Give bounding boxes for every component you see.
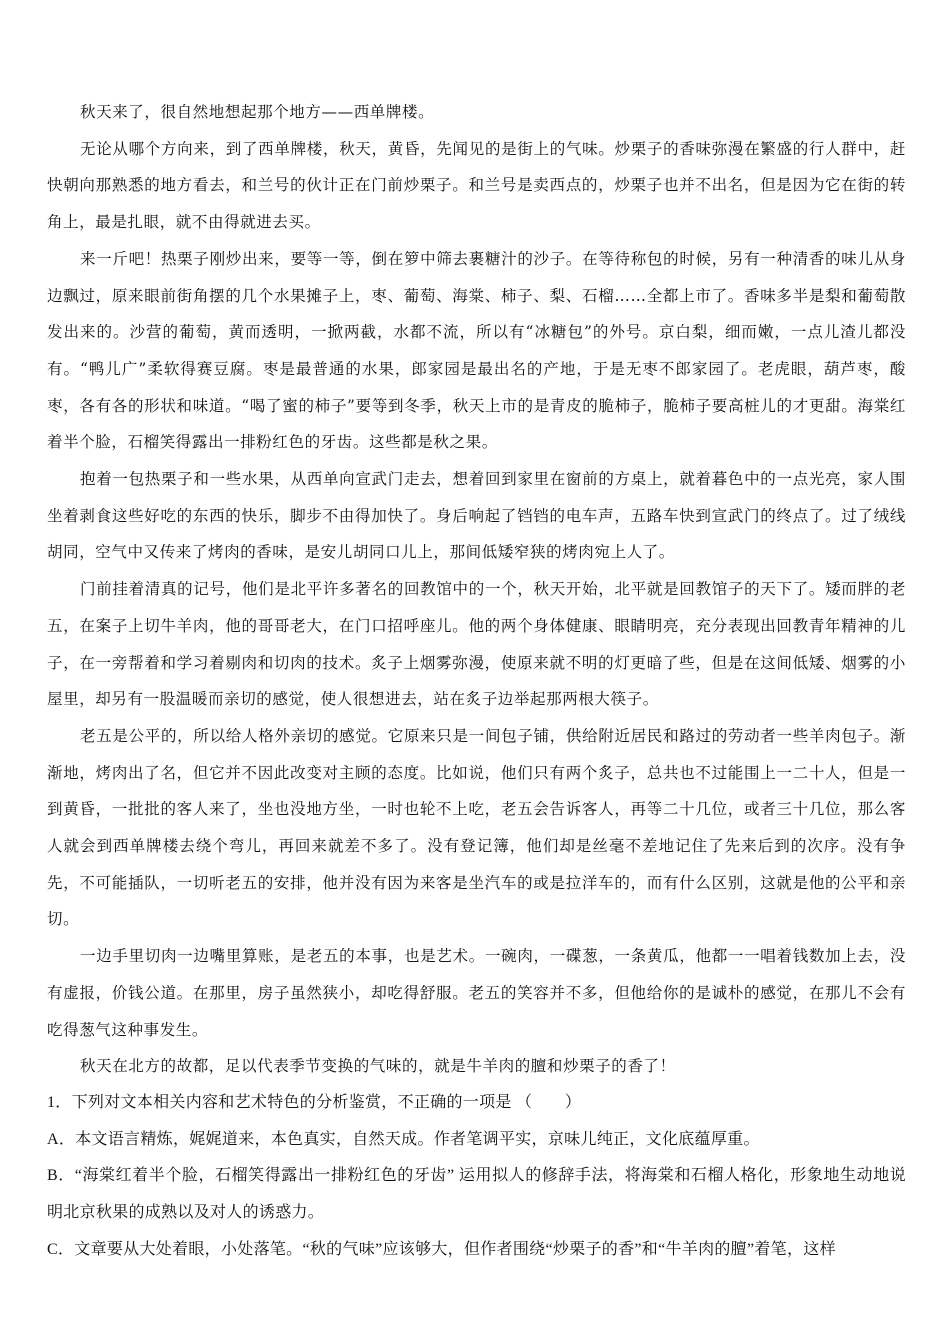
article-body xyxy=(47,94,906,1085)
paragraph: 门前挂着清真的记号，他们是北平许多著名的回教馆中的一个，秋天开始，北平就是回教馆子的天下了。矮而胖的老五，在案子上切牛羊肉，他的哥哥老大，在门口招呼座儿。他的两个身体健康、眼睛明亮，充分表现出回教青年精神的儿子，在一旁帮着和学习着剔肉和切肉的技术。炙子上烟雾弥漫，使原来就不明的灯更暗了些，但是在这间低矮、烟雾的小屋里，却另有一股温暖而亲切的感觉，使人很想进去，站在炙子边举起那两根大筷子。 xyxy=(47,580,906,709)
paragraph: 抱着一包热栗子和一些水果，从西单向宣武门走去，想着回到家里在窗前的方桌上，就着暮色中的一点光亮，家人围坐着剥食这些好吃的东西的快乐，脚步不由得加快了。身后响起了铛铛的电车声，五路车快到宣武门的终点了。过了绒线胡同，空气中又传来了烤肉的香味，是安儿胡同口儿上，那间低矮窄狭的烤肉宛上人了。 xyxy=(47,470,906,562)
question-stem: 1．下列对文本相关内容和艺术特色的分析鉴赏，不正确的一项是 （ ） xyxy=(47,1093,582,1111)
paragraph: 无论从哪个方向来，到了西单牌楼，秋天，黄昏，先闻见的是街上的气味。炒栗子的香味弥漫在繁盛的行人群中，赶快朝向那熟悉的地方看去，和兰号的伙计正在门前炒栗子。和兰号是卖西点的，炒栗子也并不出名，但是因为它在街的转角上，最是扎眼，就不由得就进去买。 xyxy=(47,139,906,232)
paragraph: 秋天来了，很自然地想起那个地方——西单牌楼。 xyxy=(80,103,435,121)
option-b: B．“海棠红着半个脸，石榴笑得露出一排粉红色的牙齿” 运用拟人的修辞手法，将海棠和石榴人格化，形象地生动地说明北京秋果的成熟以及对人的诱惑力。 xyxy=(47,1167,906,1222)
paragraph: 秋天在北方的故都，足以代表季节变换的气味的，就是牛羊肉的膻和炒栗子的香了！ xyxy=(80,1057,676,1076)
question-block xyxy=(47,1085,906,1269)
paragraph: 老五是公平的，所以给人格外亲切的感觉。它原来只是一间包子铺，供给附近居民和路过的劳动者一些羊肉包子。渐渐地，烤肉出了名，但它并不因此改变对主顾的态度。比如说，他们只有两个炙子，总共也不过能围上一二十人，但是一到黄昏，一批批的客人来了，坐也没地方坐，一时也轮不上吃，老五会告诉客人，再等二十几位，或者三十几位，那么客人就会到西单牌楼去绕个弯儿，再回来就差不多了。没有登记簿，他们却是丝毫不差地记住了先来后到的次序。没有争先，不可能插队，一切听老五的安排，他并没有因为来客是坐汽车的或是拉洋车的，而有什么区别，这就是他的公平和亲切。 xyxy=(47,726,906,929)
option-a: A．本文语言精炼，娓娓道来，本色真实，自然天成。作者笔调平实，京味儿纯正，文化底蕴厚重。 xyxy=(47,1130,760,1148)
paragraph: 一边手里切肉一边嘴里算账，是老五的本事，也是艺术。一碗肉，一碟葱，一条黄瓜，他都一一唱着钱数加上去，没有虚报，价钱公道。在那里，房子虽然狭小，却吃得舒服。老五的笑容并不多，但他给你的是诚朴的感觉，在那儿不会有吃得葱气这种事发生。 xyxy=(47,947,906,1039)
paragraph: 来一斤吧！热栗子刚炒出来，要等一等，倒在箩中筛去裹糖汁的沙子。在等待称包的时候，另有一种清香的味儿从身边飘过，原来眼前街角摆的几个水果摊子上，枣、葡萄、海棠、柿子、梨、石榴……全都上市了。香味多半是梨和葡萄散发出来的。沙营的葡萄，黄而透明，一掀两截，水都不流，所以有“冰糖包”的外号。京白梨，细而嫩，一点儿渣儿都没有。“鸭儿广”柔软得赛豆腐。枣是最普通的水果，郎家园是最出名的产地，于是无枣不郎家园了。老虎眼，葫芦枣，酸枣，各有各的形状和味道。“喝了蜜的柿子”要等到冬季，秋天上市的是青皮的脆柿子，脆柿子要高桩儿的才更甜。海棠红着半个脸，石榴笑得露出一排粉红色的牙齿。这些都是秋之果。 xyxy=(47,249,906,452)
option-c: C．文章要从大处着眼，小处落笔。“秋的气味”应该够大，但作者围绕“炒栗子的香”和“牛羊肉的膻”着笔，这样 xyxy=(47,1240,836,1258)
